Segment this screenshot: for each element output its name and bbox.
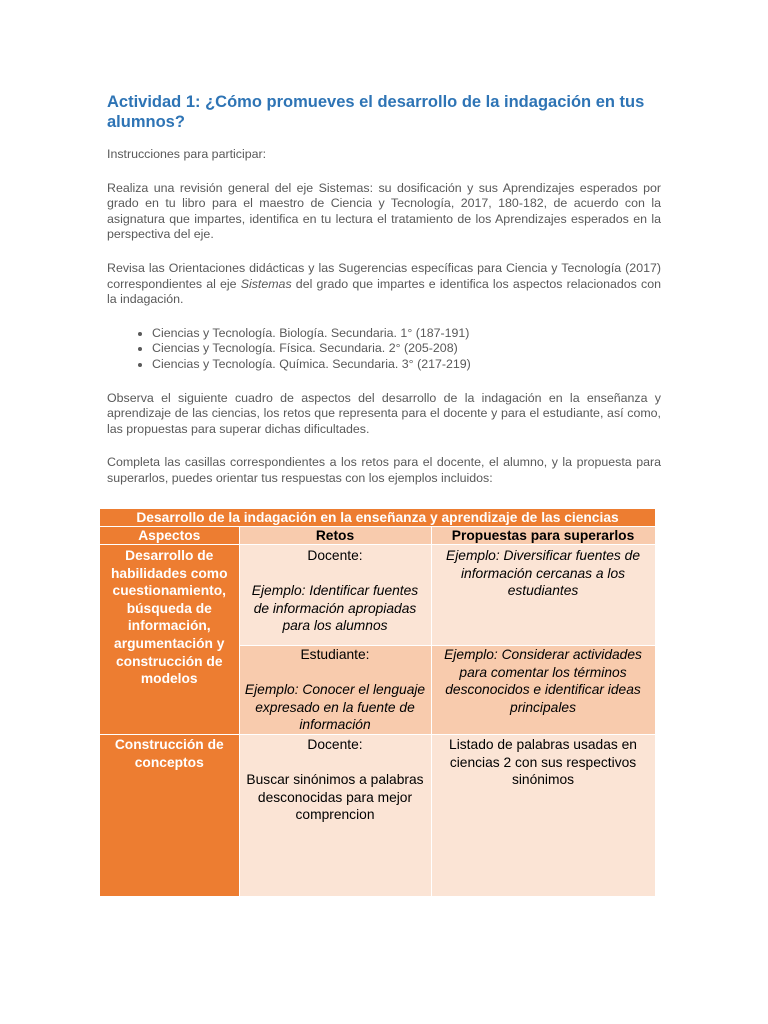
- reto-estudiante-cell[interactable]: [239, 646, 431, 735]
- aspect-cell: Construcción de conceptos: [100, 735, 239, 897]
- instructions-label: Instrucciones para participar:: [107, 147, 267, 161]
- list-item: • Ciencias y Tecnología. Química. Secundaria. 3° (217-219): [152, 357, 661, 373]
- header-propuestas: Propuestas para superarlos: [431, 527, 655, 545]
- table-title-row: [100, 509, 655, 527]
- reto-docente-cell[interactable]: [239, 735, 431, 897]
- table-row: [100, 545, 655, 646]
- docente-label: Docente:: [307, 737, 363, 752]
- sistemas-emphasis: Sistemas: [240, 276, 292, 291]
- propuesta-docente-example: Ejemplo: Diversificar fuentes de información cercanas a los estudiantes: [446, 548, 641, 599]
- paragraph-eje-sistemas: Realiza una revisión general del eje Sistemas: su dosificación y sus Aprendizajes esperados por grado en tu libro para el maestro de Ciencia y Tecnología, 2017, 180-182, de acuerdo con la asignatura que impartes, identifica en tu lectura el tratamiento de los Aprendizajes esperados en la perspectiva del eje.: [107, 180, 661, 242]
- paragraph-observa: Observa el siguiente cuadro de aspectos del desarrollo de la indagación en la enseñanza y aprendizaje de las ciencias, los retos que representa para el docente y para el estudiante, así como, las propuestas para superar dichas dificultades.: [107, 390, 661, 436]
- reto-docente-example: Ejemplo: Identificar fuentes de información apropiadas para los alumnos: [251, 583, 419, 634]
- reto-docente-answer: Buscar sinónimos a palabras desconocidas para mejor comprencion: [246, 772, 424, 823]
- paragraph-orientaciones-end: del grado que impartes e identifica los aspectos relacionados con la indagación.: [107, 276, 661, 307]
- propuesta-docente-cell[interactable]: [431, 735, 655, 897]
- estudiante-label: Estudiante:: [300, 647, 370, 662]
- header-retos: Retos: [239, 527, 431, 545]
- reto-docente-cell[interactable]: [239, 545, 431, 646]
- list-item: • Ciencias y Tecnología. Biología. Secundaria. 1° (187-191): [152, 326, 661, 342]
- paragraph-orientaciones-start: Revisa las Orientaciones didácticas y las Sugerencias específicas para Ciencia y Tecnología (2017) correspondientes al eje: [107, 260, 661, 291]
- propuesta-estudiante-cell[interactable]: [431, 646, 655, 735]
- propuesta-docente-cell[interactable]: [431, 545, 655, 646]
- activity-title: Actividad 1: ¿Cómo promueves el desarrollo de la indagación en tus alumnos?: [107, 93, 645, 131]
- document-body: [107, 92, 661, 487]
- reference-list: [107, 326, 661, 373]
- table-row: [100, 735, 655, 897]
- indagacion-table: [100, 509, 656, 896]
- reto-estudiante-example: Ejemplo: Conocer el lenguaje expresado en la fuente de información: [244, 682, 426, 733]
- paragraph-completa: Completa las casillas correspondientes a los retos para el docente, el alumno, y la propuesta para superarlos, puedes orientar tus respuestas con los ejemplos incluidos:: [107, 455, 661, 485]
- propuesta-docente-answer: Listado de palabras usadas en ciencias 2 con sus respectivos sinónimos: [449, 737, 637, 788]
- docente-label: Docente:: [307, 548, 363, 563]
- table-header-row: [100, 527, 655, 545]
- header-aspectos: Aspectos: [100, 527, 239, 545]
- list-item: • Ciencias y Tecnología. Física. Secundaria. 2° (205-208): [152, 341, 661, 357]
- propuesta-estudiante-example: Ejemplo: Considerar actividades para comentar los términos desconocidos e identificar ideas principales: [444, 647, 642, 715]
- paragraph-orientaciones: [107, 261, 661, 308]
- aspect-cell: Desarrollo de habilidades como cuestionamiento, búsqueda de información, argumentación y construcción de modelos: [100, 545, 239, 735]
- table-title: Desarrollo de la indagación en la enseñanza y aprendizaje de las ciencias: [100, 509, 655, 527]
